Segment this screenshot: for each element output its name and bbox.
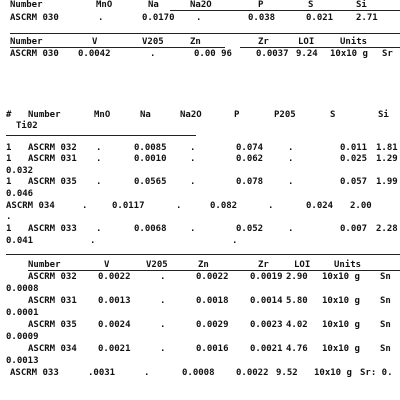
b1-col-mno: MnO xyxy=(96,0,113,10)
b4-r3-wrap: 0.0009 xyxy=(6,332,39,342)
b3-r2-lead: 1 xyxy=(6,154,12,164)
b3-r5-lead: 1 xyxy=(6,224,12,234)
b3-col-p205: P205 xyxy=(274,110,296,120)
b3-r4-mno: . xyxy=(82,201,88,211)
b4-col-v205: V205 xyxy=(146,260,168,270)
b4-r3-id: ASCRM 035 xyxy=(28,320,77,330)
b4-r1-zn: 0.0022 xyxy=(196,272,229,282)
b3-r3-si: 1.99 xyxy=(376,177,398,187)
b4-r1-v: 0.0022 xyxy=(98,272,131,282)
b4-col-units: Units xyxy=(334,260,362,270)
b4-top-rule xyxy=(6,254,400,255)
b3-r3-p: 0.078 xyxy=(236,177,264,187)
b4-r1-id: ASCRM 032 xyxy=(28,272,77,282)
b3-col-p: P xyxy=(234,110,240,120)
b3-r1-id: ASCRM 032 xyxy=(28,143,77,153)
b1-col-p: P xyxy=(258,0,264,10)
b3-r1-s: 0.011 xyxy=(340,143,368,153)
b4-col-number: Number xyxy=(28,260,61,270)
b3-r5-s: 0.007 xyxy=(340,224,368,234)
b3-col-number: Number xyxy=(28,110,61,120)
b4-r1-wrap: 0.0008 xyxy=(6,284,39,294)
b3-r1-si: 1.81 xyxy=(376,143,398,153)
b2-col-zr: Zr xyxy=(258,37,269,47)
b4-col-v: V xyxy=(104,260,110,270)
b4-r4-tail: Sn xyxy=(380,344,391,354)
b2-col-v205: V205 xyxy=(142,37,164,47)
b3-rule xyxy=(6,135,196,136)
b4-r2-v: 0.0013 xyxy=(98,296,131,306)
b3-r2-s: 0.025 xyxy=(340,154,368,164)
b4-r5-zr: 0.0022 xyxy=(236,368,269,378)
b4-r2-zr: 0.0014 xyxy=(250,296,283,306)
b3-r3-lead: 1 xyxy=(6,177,12,187)
b3-col-mno: MnO xyxy=(94,110,111,120)
b3-r3-mno: . xyxy=(96,177,102,187)
b3-r4-na: 0.0117 xyxy=(112,201,145,211)
b3-r1-na2o: . xyxy=(190,143,196,153)
b4-r4-id: ASCRM 034 xyxy=(28,344,77,354)
b4-r3-v: 0.0024 xyxy=(98,320,131,330)
b4-r2-loi: 5.80 xyxy=(286,296,308,306)
b2-row-zr: 0.0037 xyxy=(256,49,289,59)
b2-col-number: Number xyxy=(10,37,43,47)
b3-r3-s: 0.057 xyxy=(340,177,368,187)
b3-col-na2o: Na2O xyxy=(180,110,202,120)
b3-r4-na2o: . xyxy=(176,201,182,211)
b3-col-s: S xyxy=(330,110,336,120)
b3-stray-dot-2: . xyxy=(90,236,96,246)
b4-r5-id: ASCRM 033 xyxy=(10,368,59,378)
b4-r4-zr: 0.0021 xyxy=(250,344,283,354)
b3-r4-s: 0.024 xyxy=(306,201,334,211)
b3-r3-na2o: . xyxy=(190,177,196,187)
b4-r5-v205: . xyxy=(144,368,150,378)
b3-r5-wrap: 0.041 xyxy=(6,236,34,246)
b3-col-ti02: Ti02 xyxy=(16,121,38,131)
b2-row-v: 0.0042 xyxy=(78,49,111,59)
b4-r2-v205: . xyxy=(160,296,166,306)
b2-col-zn: Zn xyxy=(190,37,201,47)
b3-r5-p: 0.052 xyxy=(236,224,264,234)
b4-r2-zn: 0.0018 xyxy=(196,296,229,306)
b3-r5-p205: . xyxy=(288,224,294,234)
b1-col-na: Na xyxy=(148,0,159,10)
b1-col-number: Number xyxy=(10,0,43,10)
b1-row-si: 2.71 xyxy=(356,13,378,23)
b3-r2-na: 0.0010 xyxy=(134,154,167,164)
b3-r5-na: 0.0068 xyxy=(134,224,167,234)
b3-r1-mno: . xyxy=(96,143,102,153)
b4-r1-tail: Sn xyxy=(380,272,391,282)
b4-rule xyxy=(28,270,400,271)
b4-r4-v205: . xyxy=(160,344,166,354)
b3-r2-p205: . xyxy=(288,154,294,164)
b4-r3-zr: 0.0023 xyxy=(250,320,283,330)
b4-col-zr: Zr xyxy=(258,260,269,270)
b4-r2-units: 10x10 g xyxy=(322,296,360,306)
b3-stray-dot-1: . xyxy=(6,212,12,222)
b1-row-p: 0.038 xyxy=(248,13,276,23)
b3-r3-na: 0.0565 xyxy=(134,177,167,187)
b3-r2-wrap: 0.032 xyxy=(6,166,34,176)
b4-r3-loi: 4.02 xyxy=(286,320,308,330)
b2-row-tail: Sr xyxy=(382,49,393,59)
b3-r1-p205: . xyxy=(288,143,294,153)
b4-r1-loi: 2.90 xyxy=(286,272,308,282)
b3-r2-si: 1.29 xyxy=(376,154,398,164)
b4-r2-id: ASCRM 031 xyxy=(28,296,77,306)
b4-r3-units: 10x10 g xyxy=(322,320,360,330)
b4-r2-wrap: 0.0001 xyxy=(6,308,39,318)
b4-r5-tail: Sr: 0. xyxy=(360,368,393,378)
b2-col-units: Units xyxy=(340,37,368,47)
b4-col-zn: Zn xyxy=(198,260,209,270)
b3-r2-p: 0.062 xyxy=(236,154,264,164)
b1-row-na2o: . xyxy=(196,13,202,23)
b3-col-na: Na xyxy=(140,110,151,120)
b3-col-si: Si xyxy=(378,110,389,120)
b3-r5-id: ASCRM 033 xyxy=(28,224,77,234)
b4-r1-v205: . xyxy=(160,272,166,282)
b4-r4-units: 10x10 g xyxy=(322,344,360,354)
b1-row-mno: . xyxy=(98,13,104,23)
b4-r1-units: 10x10 g xyxy=(322,272,360,282)
b3-r3-p205: . xyxy=(288,177,294,187)
b3-stray-dot-3: . xyxy=(232,236,238,246)
b3-r4-p: 0.082 xyxy=(210,201,238,211)
b2-row-zn: 0.00 96 xyxy=(194,49,232,59)
b4-r5-v: .0031 xyxy=(88,368,116,378)
b4-r3-tail: Sn xyxy=(380,320,391,330)
b4-r3-v205: . xyxy=(160,320,166,330)
b2-col-loi: LOI xyxy=(298,37,315,47)
b4-r4-zn: 0.0016 xyxy=(196,344,229,354)
b2-top-rule xyxy=(10,33,400,34)
b3-r1-p: 0.074 xyxy=(236,143,264,153)
b3-r2-id: ASCRM 031 xyxy=(28,154,77,164)
b1-col-s: S xyxy=(308,0,314,10)
b4-r4-v: 0.0021 xyxy=(98,344,131,354)
b3-r5-mno: . xyxy=(96,224,102,234)
b4-r4-loi: 4.76 xyxy=(286,344,308,354)
b3-r4-si: 2.00 xyxy=(350,201,372,211)
b4-r5-loi: 9.52 xyxy=(276,368,298,378)
b3-r2-na2o: . xyxy=(190,154,196,164)
b2-rule-right xyxy=(240,47,400,48)
b3-r4-id: ASCRM 034 xyxy=(6,201,55,211)
b1-col-si: Si xyxy=(356,0,367,10)
b3-col-hash: # xyxy=(6,110,12,120)
b4-r5-zn: 0.0008 xyxy=(182,368,215,378)
b4-r2-tail: Sn xyxy=(380,296,391,306)
b3-r5-na2o: . xyxy=(190,224,196,234)
b3-r2-mno: . xyxy=(96,154,102,164)
b2-col-v: V xyxy=(92,37,98,47)
b3-r4-p205: . xyxy=(268,201,274,211)
b4-r5-units: 10x10 g xyxy=(314,368,352,378)
b4-r3-zn: 0.0029 xyxy=(196,320,229,330)
b3-r5-si: 2.28 xyxy=(376,224,398,234)
b1-row-id: ASCRM 030 xyxy=(10,13,59,23)
b2-row-loi: 9.24 xyxy=(296,49,318,59)
b1-rule xyxy=(170,10,400,11)
b2-row-units: 10x10 g xyxy=(330,49,368,59)
b3-r3-wrap: 0.046 xyxy=(6,189,34,199)
b4-r4-wrap: 0.0013 xyxy=(6,356,39,366)
b1-col-na2o: Na2O xyxy=(190,0,212,10)
b4-r1-zr: 0.0019 xyxy=(250,272,283,282)
b1-row-s: 0.021 xyxy=(306,13,334,23)
b2-rule xyxy=(10,47,225,48)
b2-row-id: ASCRM 030 xyxy=(10,49,59,59)
b3-r3-id: ASCRM 035 xyxy=(28,177,77,187)
b3-r1-na: 0.0085 xyxy=(134,143,167,153)
b1-row-na: 0.0170 xyxy=(142,13,175,23)
b2-row-v205: . xyxy=(150,49,156,59)
b3-r1-lead: 1 xyxy=(6,143,12,153)
b4-col-loi: LOI xyxy=(294,260,311,270)
